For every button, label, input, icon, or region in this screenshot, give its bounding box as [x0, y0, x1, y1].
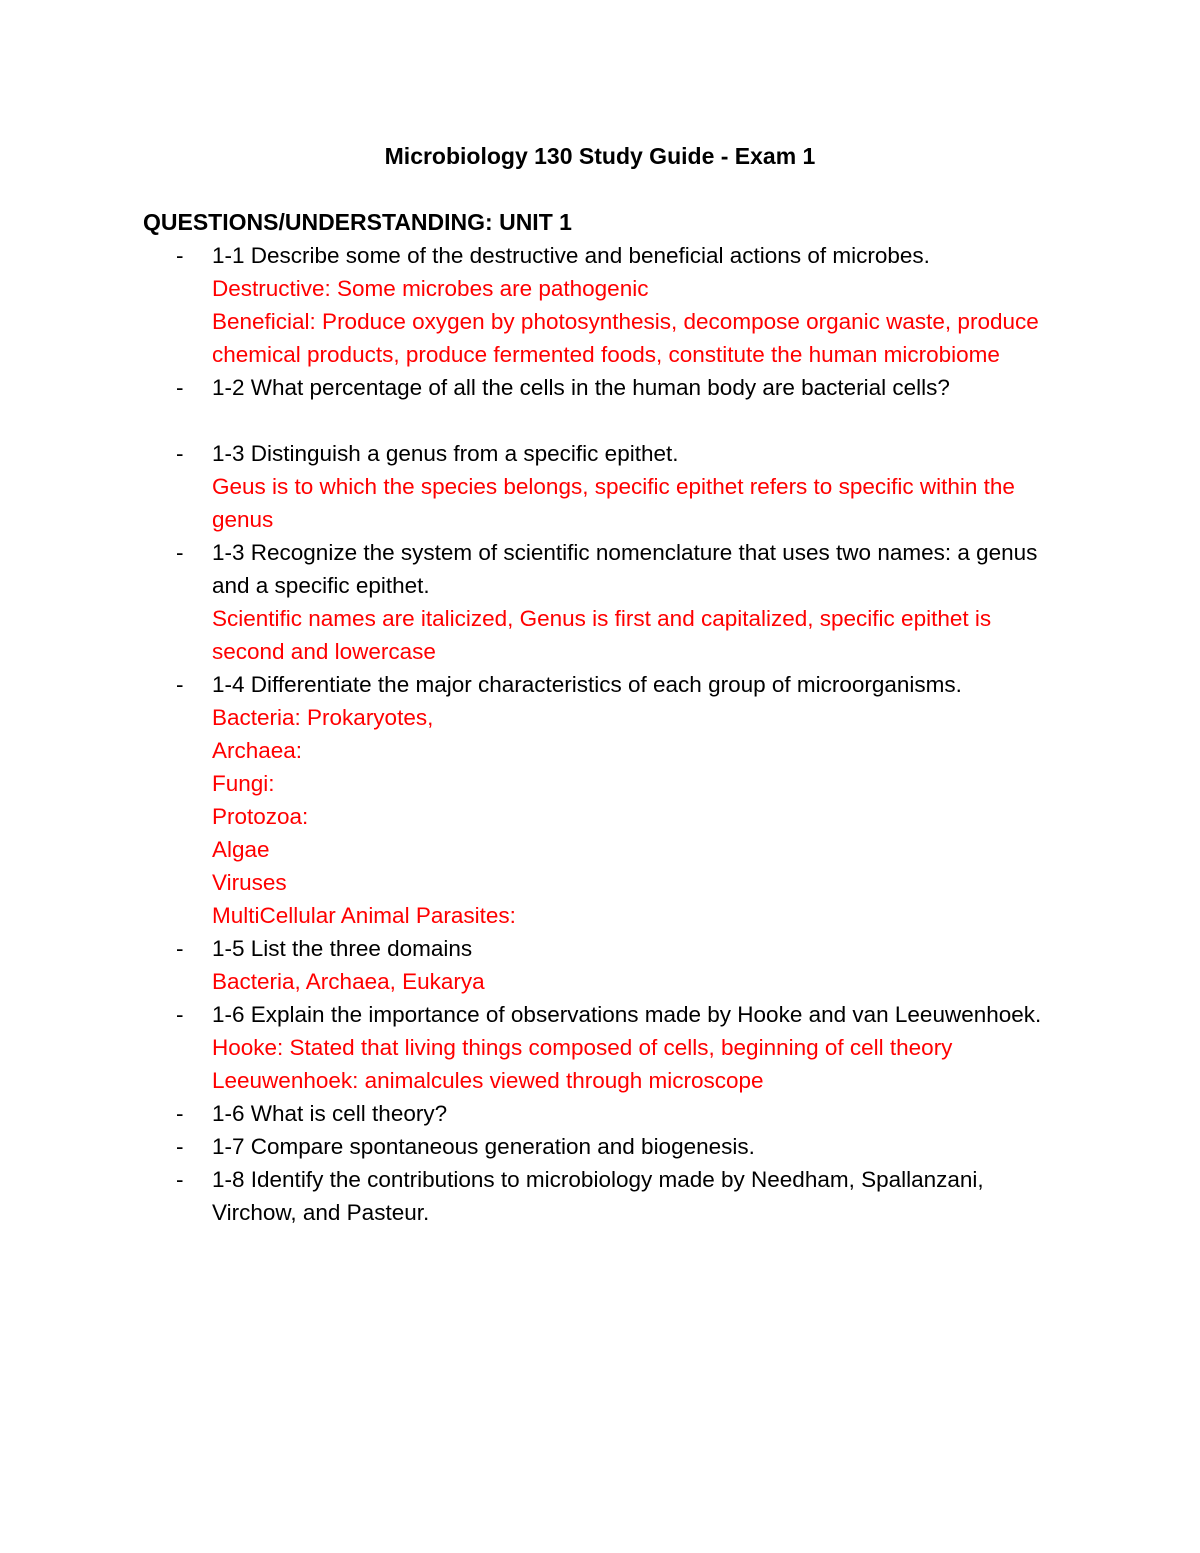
question-item: [143, 1163, 1063, 1229]
question-text: 1-8 Identify the contributions to microbiology made by Needham, Spallanzani, Virchow, and Pasteur.: [212, 1167, 984, 1225]
bullet-dash: -: [176, 936, 184, 961]
answer-text: Protozoa:: [212, 804, 309, 829]
blank-answer-space: [212, 404, 1063, 437]
answer-text: MultiCellular Animal Parasites:: [212, 903, 516, 928]
answer-text: Viruses: [212, 870, 287, 895]
bullet-dash: -: [176, 441, 184, 466]
question-item: [143, 536, 1063, 668]
bullet-dash: -: [176, 1167, 184, 1192]
bullet-dash: -: [176, 1134, 184, 1159]
bullet-dash: -: [176, 243, 184, 268]
answer-text: Geus is to which the species belongs, specific epithet refers to specific within the genus: [212, 474, 1015, 532]
question-item: [143, 1130, 1063, 1163]
bullet-dash: -: [176, 540, 184, 565]
answer-text: Leeuwenhoek: animalcules viewed through microscope: [212, 1068, 764, 1093]
answer-text: Bacteria, Archaea, Eukarya: [212, 969, 485, 994]
answer-text: Fungi:: [212, 771, 275, 796]
question-text: 1-6 Explain the importance of observations made by Hooke and van Leeuwenhoek.: [212, 1002, 1042, 1027]
question-text: 1-3 Distinguish a genus from a specific epithet.: [212, 441, 679, 466]
question-item: [143, 239, 1063, 371]
question-item: [143, 668, 1063, 932]
question-text: 1-4 Differentiate the major characteristics of each group of microorganisms.: [212, 672, 962, 697]
question-item: [143, 371, 1063, 437]
question-item: [143, 1097, 1063, 1130]
answer-text: Beneficial: Produce oxygen by photosynthesis, decompose organic waste, produce chemical products, produce fermented foods, constitute the human microbiome: [212, 309, 1039, 367]
document-title: Microbiology 130 Study Guide - Exam 1: [384, 143, 816, 169]
question-list: [143, 239, 1063, 1229]
question-text: 1-5 List the three domains: [212, 936, 473, 961]
answer-text: Hooke: Stated that living things composed of cells, beginning of cell theory: [212, 1035, 953, 1060]
bullet-dash: -: [176, 1101, 184, 1126]
question-item: [143, 998, 1063, 1097]
question-text: 1-1 Describe some of the destructive and beneficial actions of microbes.: [212, 243, 930, 268]
question-item: [143, 437, 1063, 536]
question-text: 1-2 What percentage of all the cells in the human body are bacterial cells?: [212, 375, 950, 400]
bullet-dash: -: [176, 672, 184, 697]
question-item: [143, 932, 1063, 998]
answer-text: Scientific names are italicized, Genus is first and capitalized, specific epithet is second and lowercase: [212, 606, 992, 664]
question-text: 1-7 Compare spontaneous generation and biogenesis.: [212, 1134, 755, 1159]
question-text: 1-6 What is cell theory?: [212, 1101, 448, 1126]
question-text: 1-3 Recognize the system of scientific nomenclature that uses two names: a genus and a specific epithet.: [212, 540, 1038, 598]
answer-text: Archaea:: [212, 738, 303, 763]
answer-text: Destructive: Some microbes are pathogenic: [212, 276, 649, 301]
bullet-dash: -: [176, 1002, 184, 1027]
bullet-dash: -: [176, 375, 184, 400]
section-heading: QUESTIONS/UNDERSTANDING: UNIT 1: [143, 209, 572, 235]
answer-text: Bacteria: Prokaryotes,: [212, 705, 434, 730]
answer-text: Algae: [212, 837, 270, 862]
